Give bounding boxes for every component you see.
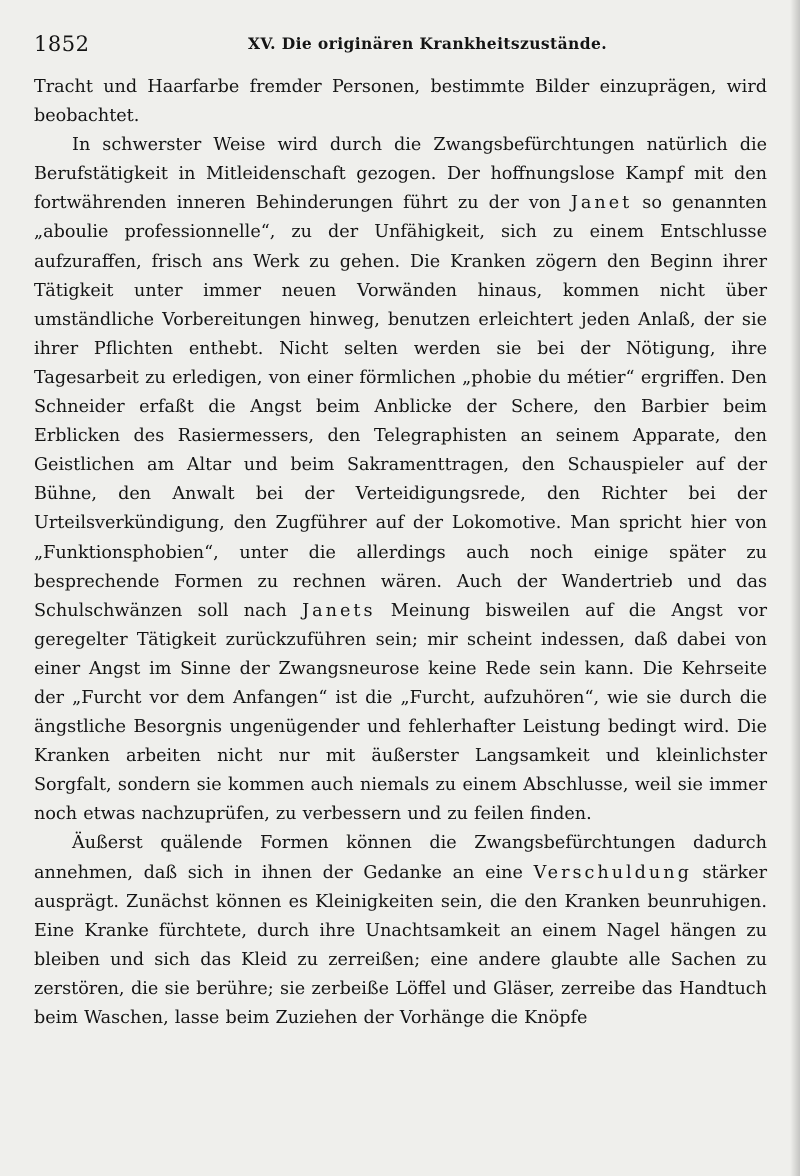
paragraph [34,73,767,131]
page-edge-shadow [790,0,800,1176]
paragraph [34,829,767,1033]
paragraph-text: stärker ausprägt. Zunächst können es Kleinigkeiten sein, die den Kranken beunruhigen. Eine Kranke fürchtete, durch ihre Unachtsamkeit an einem Nagel hängen zu bleiben und sich das Kleid zu zerreißen; eine andere glaubte alle Sachen zu zerstören, die sie berühre; sie zerbeiße Löffel und Gläser, zerreibe das Handtuch beim Waschen, lasse beim Zuziehen der Vorhänge die Knöpfe [34,862,768,1028]
spaced-emphasis-text: Janets [302,600,376,621]
paragraph-text: so genannten „aboulie professionnelle“, zu der Unfähigkeit, sich zu einem Entschlusse aufzuraffen, frisch ans Werk zu gehen. Die Kranken zögern den Beginn ihrer Tätigkeit unter immer neuen Vorwänden hinaus, kommen nicht über umständliche Vorbereitungen hinweg, benutzen erleichtert jeden Anlaß, der sie ihrer Pflichten enthebt. Nicht selten werden sie bei der Nötigung, ihre Tagesarbeit zu erledigen, von einer förmlichen „phobie du métier“ ergriffen. Den Schneider erfaßt die Angst beim Anblicke der Schere, den Barbier beim Erblicken des Rasiermessers, den Telegraphisten an seinem Apparate, den Geistlichen am Altar und beim Sakramenttragen, den Schauspieler auf der Bühne, den Anwalt bei der Verteidigungsrede, den Richter bei der Urteilsverkündigung, den Zugführer auf der Lokomotive. Man spricht hier von „Funktionsphobien“, unter die allerdings auch noch einige später zu besprechende Formen zu rechnen wären. Auch der Wandertrieb und das Schulschwänzen soll nach [34,193,767,621]
paragraph-text: In schwerster Weise wird durch die Zwangsbefürchtungen natürlich die Berufstätigkeit in Mitleidenschaft gezogen. Der hoffnungslose Kampf mit den fortwährenden inneren Behinderungen führt zu der von [34,135,767,214]
running-head: XV. Die originären Krankheitszustände. [248,34,608,53]
paragraph-text: Meinung bisweilen auf die Angst vor geregelter Tätigkeit zurückzuführen sein; mir scheint indessen, daß dabei von einer Angst im Sinne der Zwangsneurose keine Rede sein kann. Die Kehrseite der „Furcht vor dem Anfangen“ ist die „Furcht, aufzuhören“, wie sie durch die ängstliche Besorgnis ungenügender und fehlerhafter Leistung bedingt wird. Die Kranken arbeiten nicht nur mit äußerster Langsamkeit und kleinlichster Sorgfalt, sondern sie kommen auch niemals zu einem Abschlusse, weil sie immer noch etwas nachzuprüfen, zu verbessern und zu feilen finden. [34,600,767,825]
paragraph-text: Äußerst quälende Formen können die Zwangsbefürchtungen dadurch annehmen, daß sich in ihnen der Gedanke an eine [34,833,767,883]
paragraph [34,131,767,829]
page-header [34,32,766,56]
body-text [34,73,767,1033]
spaced-emphasis-text: Janet [570,193,633,214]
spaced-emphasis-text: Verschuldung [533,862,692,883]
paragraph-text: Tracht und Haarfarbe fremder Personen, bestimmte Bilder einzuprägen, wird beobachtet. [34,77,767,127]
page-number: 1852 [34,32,90,56]
